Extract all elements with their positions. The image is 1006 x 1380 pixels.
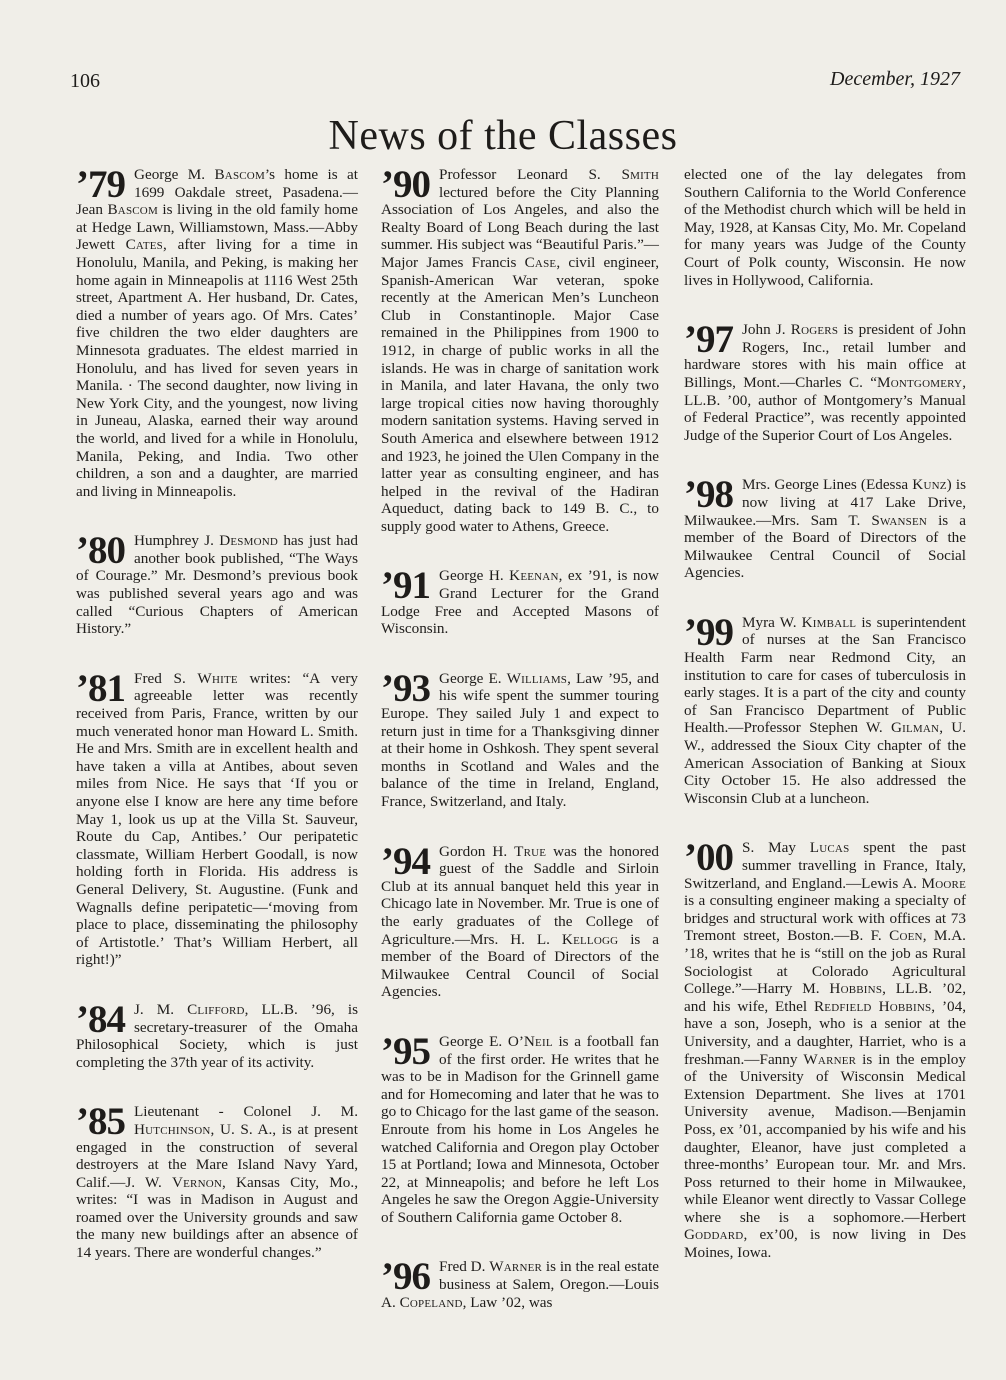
alumnus-name: Moore — [921, 874, 966, 892]
entry-text: Humphrey J. — [134, 532, 220, 550]
entry-text: Gordon H. — [439, 842, 515, 860]
class-entry — [381, 1029, 659, 1227]
class-entry — [76, 163, 358, 500]
alumnus-name: Vernon — [171, 1173, 223, 1191]
alumnus-name: Goddard — [684, 1226, 744, 1244]
column-2 — [381, 163, 659, 1311]
entry-text: ’s home is at 1699 Oakdale street, Pasadena.—Jean — [76, 166, 358, 219]
class-year: ’97 — [684, 318, 733, 362]
entry-text: is president of John Rogers, Inc., retail lumber and hardware stores with his main office at Billings, Mont.—Charles C. “ — [684, 321, 966, 391]
alumnus-name: Clifford — [187, 1000, 245, 1018]
entry-text: , after living for a time in Honolulu, Manila, and Peking, is making her home again in Minneapolis at 1116 West 25th street, Apartment A. Her husband, Dr. Cates, died a number of years ago. Of Mrs. Cates’ five children the two elder daughters are Minnesota graduates. The eldest married in Honolulu, and has lived for seven years in Manila. · The second daughter, now living in New York City, and the youngest, now living in Juneau, Alaska, earned their way around the world, and lived for a while in Honolulu, Manila, Peking, and India. Two other children, a son and a daughter, are married and living in Minneapolis. — [76, 236, 358, 500]
entry-text: Mrs. George Lines (Edessa — [742, 476, 913, 494]
class-year: ’98 — [684, 473, 733, 517]
entry-text: is a member of the Board of Directors of the Milwaukee Central Council of Social Agencies. — [684, 511, 966, 582]
entry-text: , Law ’95, and his wife spent the summer touring Europe. They sailed July 1 and expect to return just in time for a Thanksgiving dinner at their home in Oshkosh. They spent several months in Scotland and Wales and the balance of the time in Ireland, England, France, Switzerland, and Italy. — [381, 669, 659, 810]
alumnus-name: Kellogg — [561, 930, 619, 948]
entry-text: , LL.B. ’02, and his wife, Ethel — [684, 980, 966, 1015]
alumnus-name: Coen — [889, 927, 923, 945]
class-year: ’99 — [684, 610, 733, 654]
entry-text: George H. — [439, 567, 510, 585]
entry-text: George E. O’ — [439, 1032, 524, 1050]
entry-text: J. M. — [134, 1000, 188, 1018]
alumnus-name: Warner — [803, 1050, 857, 1068]
entry-text: , Kansas City, Mo., writes: “I was in Madison in August and roamed over the University grounds and saw the many new buildings after an absence of 14 years. There are wonderful changes.” — [76, 1173, 358, 1262]
entry-text: Fred D. — [439, 1258, 490, 1276]
alumnus-name: Bascom — [107, 201, 158, 219]
entry-text: Professor Leonard S. — [439, 166, 622, 183]
page-number: 106 — [70, 70, 100, 92]
alumnus-name: Kunz — [912, 476, 947, 494]
alumnus-name: Lucas — [809, 839, 850, 857]
entry-text: , M.A. ’18, writes that he is “still on the job as Rural Sociologist at Colorado Agricultural College.”—Harry M. — [684, 927, 966, 998]
class-entry — [684, 318, 966, 444]
class-year: ’79 — [76, 163, 125, 206]
class-year: ’84 — [76, 997, 125, 1041]
class-year: ’93 — [381, 666, 430, 710]
entry-text: , U. W., addressed the Sioux City chapter of the American Association of Banking at Sioux City October 15. He also addressed the Wisconsin Club at a luncheon. — [684, 719, 966, 807]
alumnus-name: Swansen — [871, 511, 928, 529]
class-entry — [381, 839, 659, 1001]
entry-text: , LL.B. ’00, author of Montgomery’s Manual of Federal Practice”, was recently appointed Judge of the Superior Court of Los Angeles. — [684, 373, 966, 444]
class-year: ’80 — [76, 529, 125, 573]
alumnus-name: Case — [524, 253, 557, 271]
entry-text: was the honored guest of the Saddle and Sirloin Club at its annual banquet held this year in Chicago late in November. Mr. True is one of the early graduates of the College of Agriculture.—Mrs. H. L. — [381, 842, 659, 948]
entry-text: George E. — [439, 669, 507, 687]
entry-text: , LL.B. ’96, is secretary-treasurer of the Omaha Philosophical Society, which is just completing the 37th year of its activity. — [76, 1000, 358, 1071]
class-entry — [684, 473, 966, 582]
alumnus-name: Neil — [523, 1032, 553, 1050]
entry-text: , ex’00, is now living in Des Moines, Iowa. — [684, 1226, 966, 1262]
class-entry — [381, 1255, 659, 1311]
entry-text: spent the past summer travelling in France, Italy, Switzerland, and England.—Lewis A. — [684, 839, 966, 892]
entry-text: S. May — [742, 839, 810, 857]
alumnus-name: True — [514, 842, 547, 860]
alumnus-name: Copeland — [399, 1293, 463, 1311]
entry-text: , ’04, have a son, Joseph, who is a senior at the University, and a daughter, Harriet, who is a freshman.—Fanny — [684, 997, 967, 1068]
alumnus-name: Redfield Hobbins — [813, 997, 932, 1015]
class-entry — [684, 166, 966, 289]
class-entry — [381, 163, 659, 535]
class-entry — [76, 997, 358, 1071]
alumnus-name: Cates — [125, 236, 164, 254]
entry-text: is in the employ of the University of Wisconsin Medical Extension Department. She lives at 1701 University avenue, Madison.—Benjamin Poss, ex ’01, accompanied by his wife and his daughter, Eleanor, have just completed a three-months’ European tour. Mr. and Mrs. Poss returned to their home in Milwaukee, while Eleanor went directly to Vassar College where she is a sophomore.—Herbert — [684, 1050, 966, 1226]
alumnus-name: Gilman — [890, 719, 940, 737]
class-entry — [684, 836, 967, 1262]
class-year: ’81 — [76, 666, 125, 710]
alumnus-name: Montgomery — [877, 373, 963, 391]
class-entry — [381, 564, 659, 638]
class-year: ’94 — [381, 839, 430, 883]
entry-text: is a football fan of the first order. He writes that he was to be in Madison for the Grinnell game and for Homecoming and later that he was to go to Chicago for the last game of the season. Enroute from his home in Los Angeles he watched California and Oregon play October 15 at Portland; Iowa and Minnesota, October 22, at Minneapolis; and before he left Los Angeles he saw the Oregon Aggie-University of Southern California game October 8. — [381, 1032, 659, 1226]
class-year: ’96 — [381, 1255, 430, 1299]
alumnus-name: Williams — [506, 669, 568, 687]
alumnus-name: Hobbins — [829, 980, 883, 998]
entry-text: writes: “A very agreeable letter was recently received from Paris, France, written by our much venerated honor man Howard L. Smith. He and Mrs. Smith are in excellent health and have taken a villa at Antibes, about seven miles from Nice. He says that ‘If you or anyone else I know are here any time before May 1, look us up at the Villa St. Sauveur, Route du Cap, Antibes.’ Our peripatetic classmate, William Herbert Goodall, is now holding forth in Florida. His address is General Delivery, St. Augustine. (Funk and Wagnalls define peripatetic—‘moving from place to place, disseminating the philosophy of Artistotle.’ That’s William Herbert, all right!)” — [76, 669, 358, 969]
class-year: ’00 — [684, 836, 733, 880]
class-year: ’85 — [76, 1100, 125, 1144]
class-year: ’90 — [381, 163, 430, 206]
alumnus-name: Hutchinson — [134, 1120, 211, 1138]
entry-text: , Law ’02, was — [462, 1293, 553, 1311]
class-entry — [684, 610, 966, 808]
entry-text: Myra W. — [742, 613, 802, 631]
alumnus-name: Kimball — [801, 613, 857, 631]
page-date: December, 1927 — [830, 68, 960, 90]
entry-text: , ex ’91, is now Grand Lecturer for the Grand Lodge Free and Accepted Masons of Wisconsin. — [381, 567, 659, 638]
entry-text: elected one of the lay delegates from Southern California to the World Conference of the Methodist church which will be held in May, 1928, at Kansas City, Mo. Mr. Copeland for many years was Judge of the County Court of Polk county, Wisconsin. He now lives in Hollywood, California. — [684, 166, 966, 289]
entry-text: ) is now living at 417 Lake Drive, Milwaukee.—Mrs. Sam T. — [684, 476, 966, 529]
class-entry — [381, 666, 659, 811]
alumnus-name: Rogers — [790, 321, 839, 339]
entry-text: , civil engineer, Spanish-American War veteran, spoke recently at the American Men’s Luncheon Club in Constantinople. Major Case remained in the Philippines from 1900 to 1912, in charge of public works in all the islands. He was in charge of sanitation work in Manila, and later Havana, the only two large tropical cities now having thoroughly modern sanitation systems. Having served in South America and elsewhere between 1912 and 1923, he joined the Ulen Company in the latter year as consulting engineer, and has helped in the revival of the Hadiran Aqueduct, dating back to 149 B. C., to supply good water to Athens, Greece. — [381, 253, 659, 535]
entry-text: lectured before the City Planning Association of Los Angeles, and also the Realty Board of Long Beach during the last summer. His subject was “Beautiful Paris.”—Major James Francis — [381, 183, 659, 271]
class-entry — [76, 529, 358, 638]
entry-text: is living in the old family home at Hedge Lawn, Williamstown, Mass.—Abby Jewett — [76, 201, 358, 254]
entry-text: is a member of the Board of Directors of the Milwaukee Central Council of Social Agencies. — [381, 930, 659, 1001]
column-1 — [76, 163, 358, 1262]
entry-text: Lieutenant - Colonel J. M. — [134, 1103, 358, 1121]
entry-text: George M. — [134, 166, 215, 183]
entry-text: Fred S. — [134, 669, 198, 687]
entry-text: , U. S. A., is at present engaged in the construction of several destroyers at the Mare Island Navy Yard, Calif.—J. W. — [76, 1120, 358, 1191]
alumnus-name: Keenan — [509, 567, 559, 585]
entry-text: is a consulting engineer making a specialty of bridges and structural work with offices at 73 Tremont street, Boston.—B. F. — [684, 892, 966, 945]
alumnus-name: Desmond — [219, 532, 279, 550]
class-entry — [76, 666, 358, 969]
page-title: News of the Classes — [328, 113, 678, 159]
alumnus-name: Warner — [489, 1258, 543, 1276]
class-entry — [76, 1100, 358, 1262]
alumnus-name: Bascom — [214, 166, 265, 183]
alumnus-name: White — [197, 669, 238, 687]
entry-text: is superintendent of nurses at the San Francisco Health Farm near Redmond City, an institution to care for cases of tuberculosis in early stages. It is a part of the city and county of San Francisco Department of Public Health.—Professor Stephen W. — [684, 613, 966, 737]
class-year: ’95 — [381, 1029, 430, 1073]
class-year: ’91 — [381, 564, 430, 608]
column-3 — [684, 166, 966, 1262]
entry-text: John J. — [742, 321, 791, 339]
entry-text: is in the real estate business at Salem, Oregon.—Louis A. — [381, 1258, 659, 1311]
alumnus-name: Smith — [621, 166, 659, 183]
entry-text: has just had another book published, “The Ways of Courage.” Mr. Desmond’s previous book was published several years ago and was called “Curious Chapters of American History.” — [76, 532, 358, 638]
